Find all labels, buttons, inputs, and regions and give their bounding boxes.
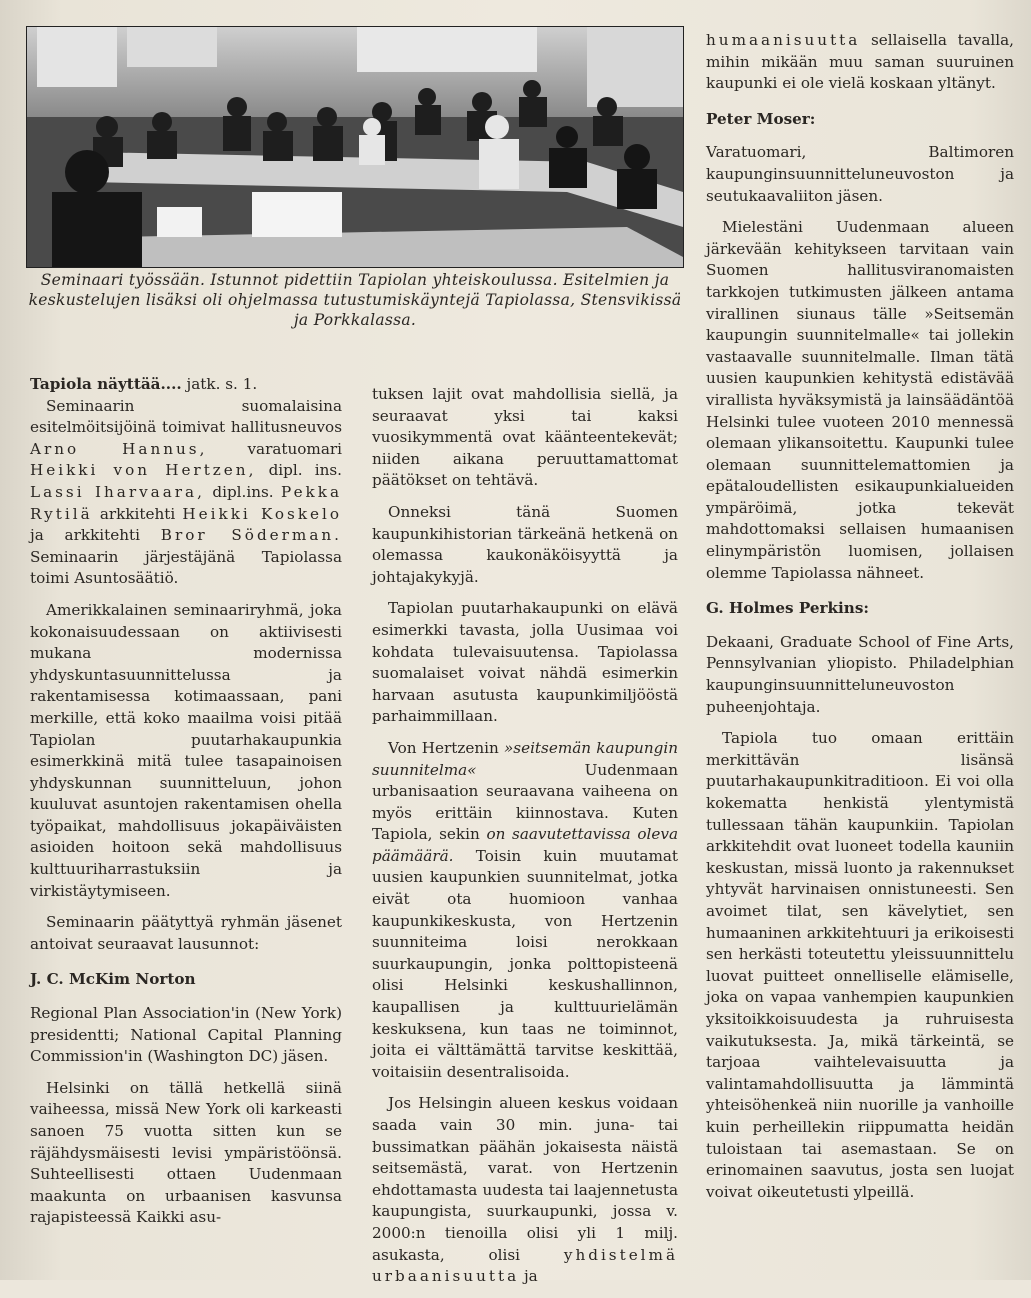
paragraph: Mielestäni Uudenmaan alueen järkevään kehitykseen tarvitaan vain Suomen hallitusviranomaisten tarkkojen tutkimusten jälkeen antama virallinen siunaus tälle »Seitsemän kaupungin suunnitelmalle« tai jollekin vastaavalle suunnitelmalle. Ilman tätä uusien kaupunkien kehitystä edistävää virallista hyväksymistä ja lainsäädäntöä Helsinki tulee vuoteen 2010 mennessä olemaan ylikansoitettu. Kaupunki tulee olemaan suunnittelemattomien ja epätaloudellisten esikaupunkialueiden ympäröimä, jotka tekevät mahdottomaksi sellaisen humaanisen elinympäristön luomisen, jollaisen olemme Tapiolassa nähneet.	[706, 218, 1014, 582]
section-heading: G. Holmes Perkins:	[706, 599, 869, 618]
person-name: Bror Söderman.	[160, 526, 342, 545]
photo-caption: Seminaari työssään. Istunnot pidettiin Tapiolan yhteiskoulussa. Esitelmien ja keskustelujen lisäksi oli ohjelmassa tutustumiskäyntejä Tapiolassa, Stensvikissä ja Porkkalassa.	[28, 271, 682, 329]
text: ja	[523, 1267, 538, 1286]
text: sellaisella tavalla, mihin mikään muu saman suuruinen kaupunki ei ole vielä koskaan yltänyt.	[706, 31, 1014, 93]
paragraph: Amerikkalainen seminaariryhmä, joka kokonaisuudessaan on aktiivisesti mukana modernissa yhdyskuntasuunnittelussa ja rakentamisessa kotimaassaan, pani merkille, että koko maailma voisi pitää Tapiolan puutarhakaupunkia esimerkkinä mitä tulee tasapainoisen yhdyskunnan suunnitteluun, johon kuuluvat asuntojen rakentamisen ohella työpaikat, mahdollisuus jokapäiväisten asioiden hoitoon sekä mahdollisuus kulttuuriharrastuksiin ja virkistäytymiseen.	[30, 600, 342, 900]
spaced-text: yhdistelmä urbaanisuutta	[372, 1245, 678, 1286]
paragraph: Dekaani, Graduate School of Fine Arts, Pennsylvanian yliopisto. Philadelphian kaupunginsuunnitteluneuvoston puheenjohtaja.	[706, 632, 1014, 716]
person-name: Arno Hannus,	[30, 439, 208, 458]
paragraph: Helsinki on tällä hetkellä siinä vaiheessa, missä New York oli karkeasti sanoen 75 vuotta sitten kun se räjähdysmäisesti levisi ympäristöönsä. Suhteellisesti ottaen Uudenmaan maakunta on urbaanisen kasvunsa rajapisteessä Kaikki asu-	[30, 1078, 342, 1227]
text: Uudenmaan urbanisaation seuraavana vaiheena on myös erittäin kiinnostava. Kuten Tapiola, sekin	[372, 760, 678, 844]
column-2	[372, 384, 678, 1298]
paragraph: Varatuomari, Baltimoren kaupunginsuunnitteluneuvoston ja seutukaavaliiton jäsen.	[706, 143, 1014, 205]
section-heading: Peter Moser:	[706, 109, 816, 128]
paragraph: Tapiolan puutarhakaupunki on elävä esimerkki tavasta, jolla Uusimaa voi kohdata tulevaisuutensa. Tapiolassa suomalaiset voivat nähdä esimerkin harvaan asutusta kaupunkimiljööstä parhaimmillaan.	[372, 599, 678, 726]
column-3	[706, 30, 1014, 1213]
text: dipl.ins.	[212, 482, 274, 501]
continuation-lead: Tapiola näyttää....	[30, 375, 182, 393]
paragraph	[30, 374, 342, 590]
seminar-photo	[26, 26, 684, 268]
text: Toisin kuin muutamat uusien kaupunkien suunnitelmat, jotka eivät ota huomioon vanhaa kaupunkikeskusta, von Hertzenin suunniteima loisi nerokkaan suurkaupungin, jonka polttopisteenä olisi Helsinki keskushallinnon, kaupallisen ja kulttuurielämän keskuksena, kun taas ne toiminnot, joita ei välttämättä tarvitse keskittää, voitaisiin desentralisoida.	[372, 846, 679, 1081]
person-name: Heikki Koskelo	[182, 504, 343, 523]
seminar-photo-image	[27, 27, 683, 267]
paragraph: tuksen lajit ovat mahdollisia siellä, ja seuraavat yksi tai kaksi vuosikymmentä ovat käänteentekevät; niiden aikana peruuttamattomat päätökset on tehtävä.	[372, 385, 678, 490]
emphasis: »seitsemän kaupungin suunnitelma«	[372, 738, 678, 779]
spaced-text: humaanisuutta	[706, 31, 861, 49]
text: Seminaarin järjestäjänä Tapiolassa toimi Asuntosäätiö.	[30, 547, 342, 588]
person-name: Pekka Rytilä	[30, 482, 343, 523]
person-name: Lassi Iharvaara,	[30, 482, 205, 501]
emphasis: on saavutettavissa oleva päämäärä.	[372, 825, 679, 865]
paragraph	[706, 30, 1014, 95]
paragraph	[372, 738, 678, 1084]
paragraph: Tapiola tuo omaan erittäin merkittävän lisänsä puutarhakaupunkitraditioon. Ei voi olla kokematta henkistä ylentymistä tullessaan tähän kaupunkiin. Tapiolan arkkitehdit ovat luoneet todella kauniin keskustan, missä luonto ja rakennukset yhtyvät harvinaisen onnistuneesti. Sen avoimet tilat, sen kävelytiet, sen humaaninen arkkitehtuuri ja erikoisesti sen herkästi toteutettu yleissuunnittelu luovat puitteet onnelliselle elämiselle, joka on vapaa vanhempien kaupunkien yksitoikkoisuudesta ja ruhruisesta vaikutuksesta. Ja, mikä tärkeintä, se tarjoaa vaihtelevaisuutta ja valintamahdollisuutta ja lämmintä yhteisöhenkeä niin nuorille ja vanhoille kuin perheillekin riippumatta heidän tuloistaan tai asemastaan. Se on erinomainen saavutus, josta sen luojat voivat oikeutetusti ylpeillä.	[706, 729, 1014, 1201]
text: Jos Helsingin alueen keskus voidaan saada vain 30 min. juna- tai bussimatkan päähän jokaisesta näistä seitsemästä, varat. von Hertzenin ehdottamasta uudesta tai laajennetusta kaupungista, suurkaupunki, jossa v. 2000:n tienoilla olisi yli 1 milj. asukasta, olisi	[372, 1094, 678, 1264]
text: dipl. ins.	[268, 461, 342, 480]
text: ja arkkitehti	[30, 526, 140, 545]
text: varatuomari	[247, 439, 343, 458]
person-name: Heikki von Hertzen,	[30, 461, 257, 480]
paragraph: Onneksi tänä Suomen kaupunkihistorian tärkeänä hetkenä on olemassa kaukonäköisyyttä ja johtajakykyjä.	[372, 502, 678, 586]
paragraph: Regional Plan Association'in (New York) presidentti; National Capital Planning Commission'in (Washington DC) jäsen.	[30, 1004, 342, 1066]
column-1	[30, 374, 342, 1239]
text: arkkitehti	[99, 504, 176, 523]
text: Von Hertzenin	[388, 738, 499, 757]
paragraph	[372, 1093, 678, 1287]
section-heading: J. C. McKim Norton	[30, 970, 196, 989]
continuation-ref: jatk. s. 1.	[186, 375, 258, 393]
paragraph: Seminaarin päätyttyä ryhmän jäsenet antoivat seuraavat lausunnot:	[30, 913, 342, 953]
text: Seminaarin suomalaisina esitelmöitsijöinä toimivat hallitusneuvos	[30, 396, 342, 437]
